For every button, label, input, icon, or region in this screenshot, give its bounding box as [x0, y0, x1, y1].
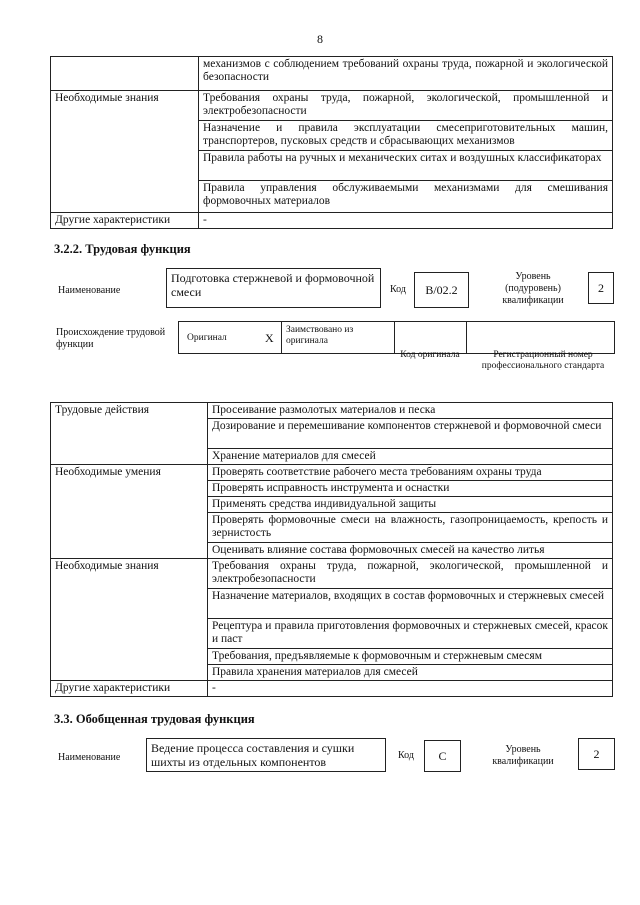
group-item: Проверять исправность инструмента и оснастки — [208, 481, 613, 497]
generalized-function-name-box: Ведение процесса составления и сушки шихты из отдельных компонентов — [146, 738, 386, 772]
level-box: 2 — [588, 272, 614, 304]
table-row — [51, 559, 613, 589]
group-label: Необходимые умения — [51, 465, 208, 559]
divider — [281, 322, 282, 353]
row-label: Другие характеристики — [51, 213, 199, 229]
code-label: Код — [398, 750, 414, 761]
row-value: Требования охраны труда, пожарной, экологической, промышленной и электробезопасности — [199, 91, 613, 121]
table-row — [51, 91, 613, 121]
table-row — [51, 213, 613, 229]
group-item: Дозирование и перемешивание компонентов стержневой и формовочной смеси — [208, 419, 613, 449]
group-label: Трудовые действия — [51, 403, 208, 465]
row-label: Необходимые знания — [51, 91, 199, 213]
name-label: Наименование — [58, 752, 121, 763]
reg-number-caption: Регистрационный номер профессионального стандарта — [481, 350, 605, 371]
group-item: Оценивать влияние состава формовочных смесей на качество литья — [208, 543, 613, 559]
code-box: B/02.2 — [414, 272, 469, 308]
row-value: Правила работы на ручных и механических ситах и воздушных классификаторах — [199, 151, 613, 181]
code-label: Код — [390, 284, 406, 295]
function-name-box: Подготовка стержневой и формовочной смеси — [166, 268, 381, 308]
group-label: Другие характеристики — [51, 681, 208, 697]
level-label: Уровень квалификации — [492, 744, 554, 767]
group-item: Применять средства индивидуальной защиты — [208, 497, 613, 513]
borrowed-label: Заимствовано из оригинала — [286, 325, 354, 346]
row-value: механизмов с соблюдением требований охраны труда, пожарной и экологической безопасности — [199, 57, 613, 91]
original-mark: X — [265, 331, 274, 345]
group-item: Проверять формовочные смеси на влажность, газопроницаемость, крепость и зернистость — [208, 513, 613, 543]
origin-label: Происхождение трудовой функции — [56, 327, 166, 350]
row-label — [51, 57, 199, 91]
section-title: 3.3. Обобщенная трудовая функция — [54, 712, 255, 726]
row-value: - — [199, 213, 613, 229]
table-row — [51, 465, 613, 481]
level-box: 2 — [578, 738, 615, 770]
original-label: Оригинал — [187, 333, 227, 343]
group-item: Просеивание размолотых материалов и песка — [208, 403, 613, 419]
divider — [394, 322, 395, 353]
group-item: Требования, предъявляемые к формовочным и стержневым смесям — [208, 649, 613, 665]
group-item: Требования охраны труда, пожарной, экологической, промышленной и электробезопасности — [208, 559, 613, 589]
section-title: 3.2.2. Трудовая функция — [54, 242, 191, 256]
table-function-details — [50, 402, 613, 697]
group-item: Правила хранения материалов для смесей — [208, 665, 613, 681]
group-item: Проверять соответствие рабочего места требованиям охраны труда — [208, 465, 613, 481]
table-continuation — [50, 56, 613, 229]
table-row — [51, 681, 613, 697]
divider — [466, 322, 467, 353]
group-item: Хранение материалов для смесей — [208, 449, 613, 465]
name-label: Наименование — [58, 285, 121, 296]
page-number: 8 — [317, 32, 323, 46]
code-original-caption: Код оригинала — [400, 350, 460, 360]
group-item: Назначение материалов, входящих в состав формовочных и стержневых смесей — [208, 589, 613, 619]
row-value: Назначение и правила эксплуатации смесеприготовительных машин, транспортеров, пусковых средств и сбрасывающих механизмов — [199, 121, 613, 151]
level-label: Уровень (подуровень) квалификации — [502, 271, 564, 306]
group-item: - — [208, 681, 613, 697]
group-label: Необходимые знания — [51, 559, 208, 681]
table-row — [51, 403, 613, 419]
row-value: Правила управления обслуживаемыми механизмами для смешивания формовочных материалов — [199, 181, 613, 213]
code-box: C — [424, 740, 461, 772]
table-row — [51, 57, 613, 91]
group-item: Рецептура и правила приготовления формовочных и стержневых смесей, красок и паст — [208, 619, 613, 649]
